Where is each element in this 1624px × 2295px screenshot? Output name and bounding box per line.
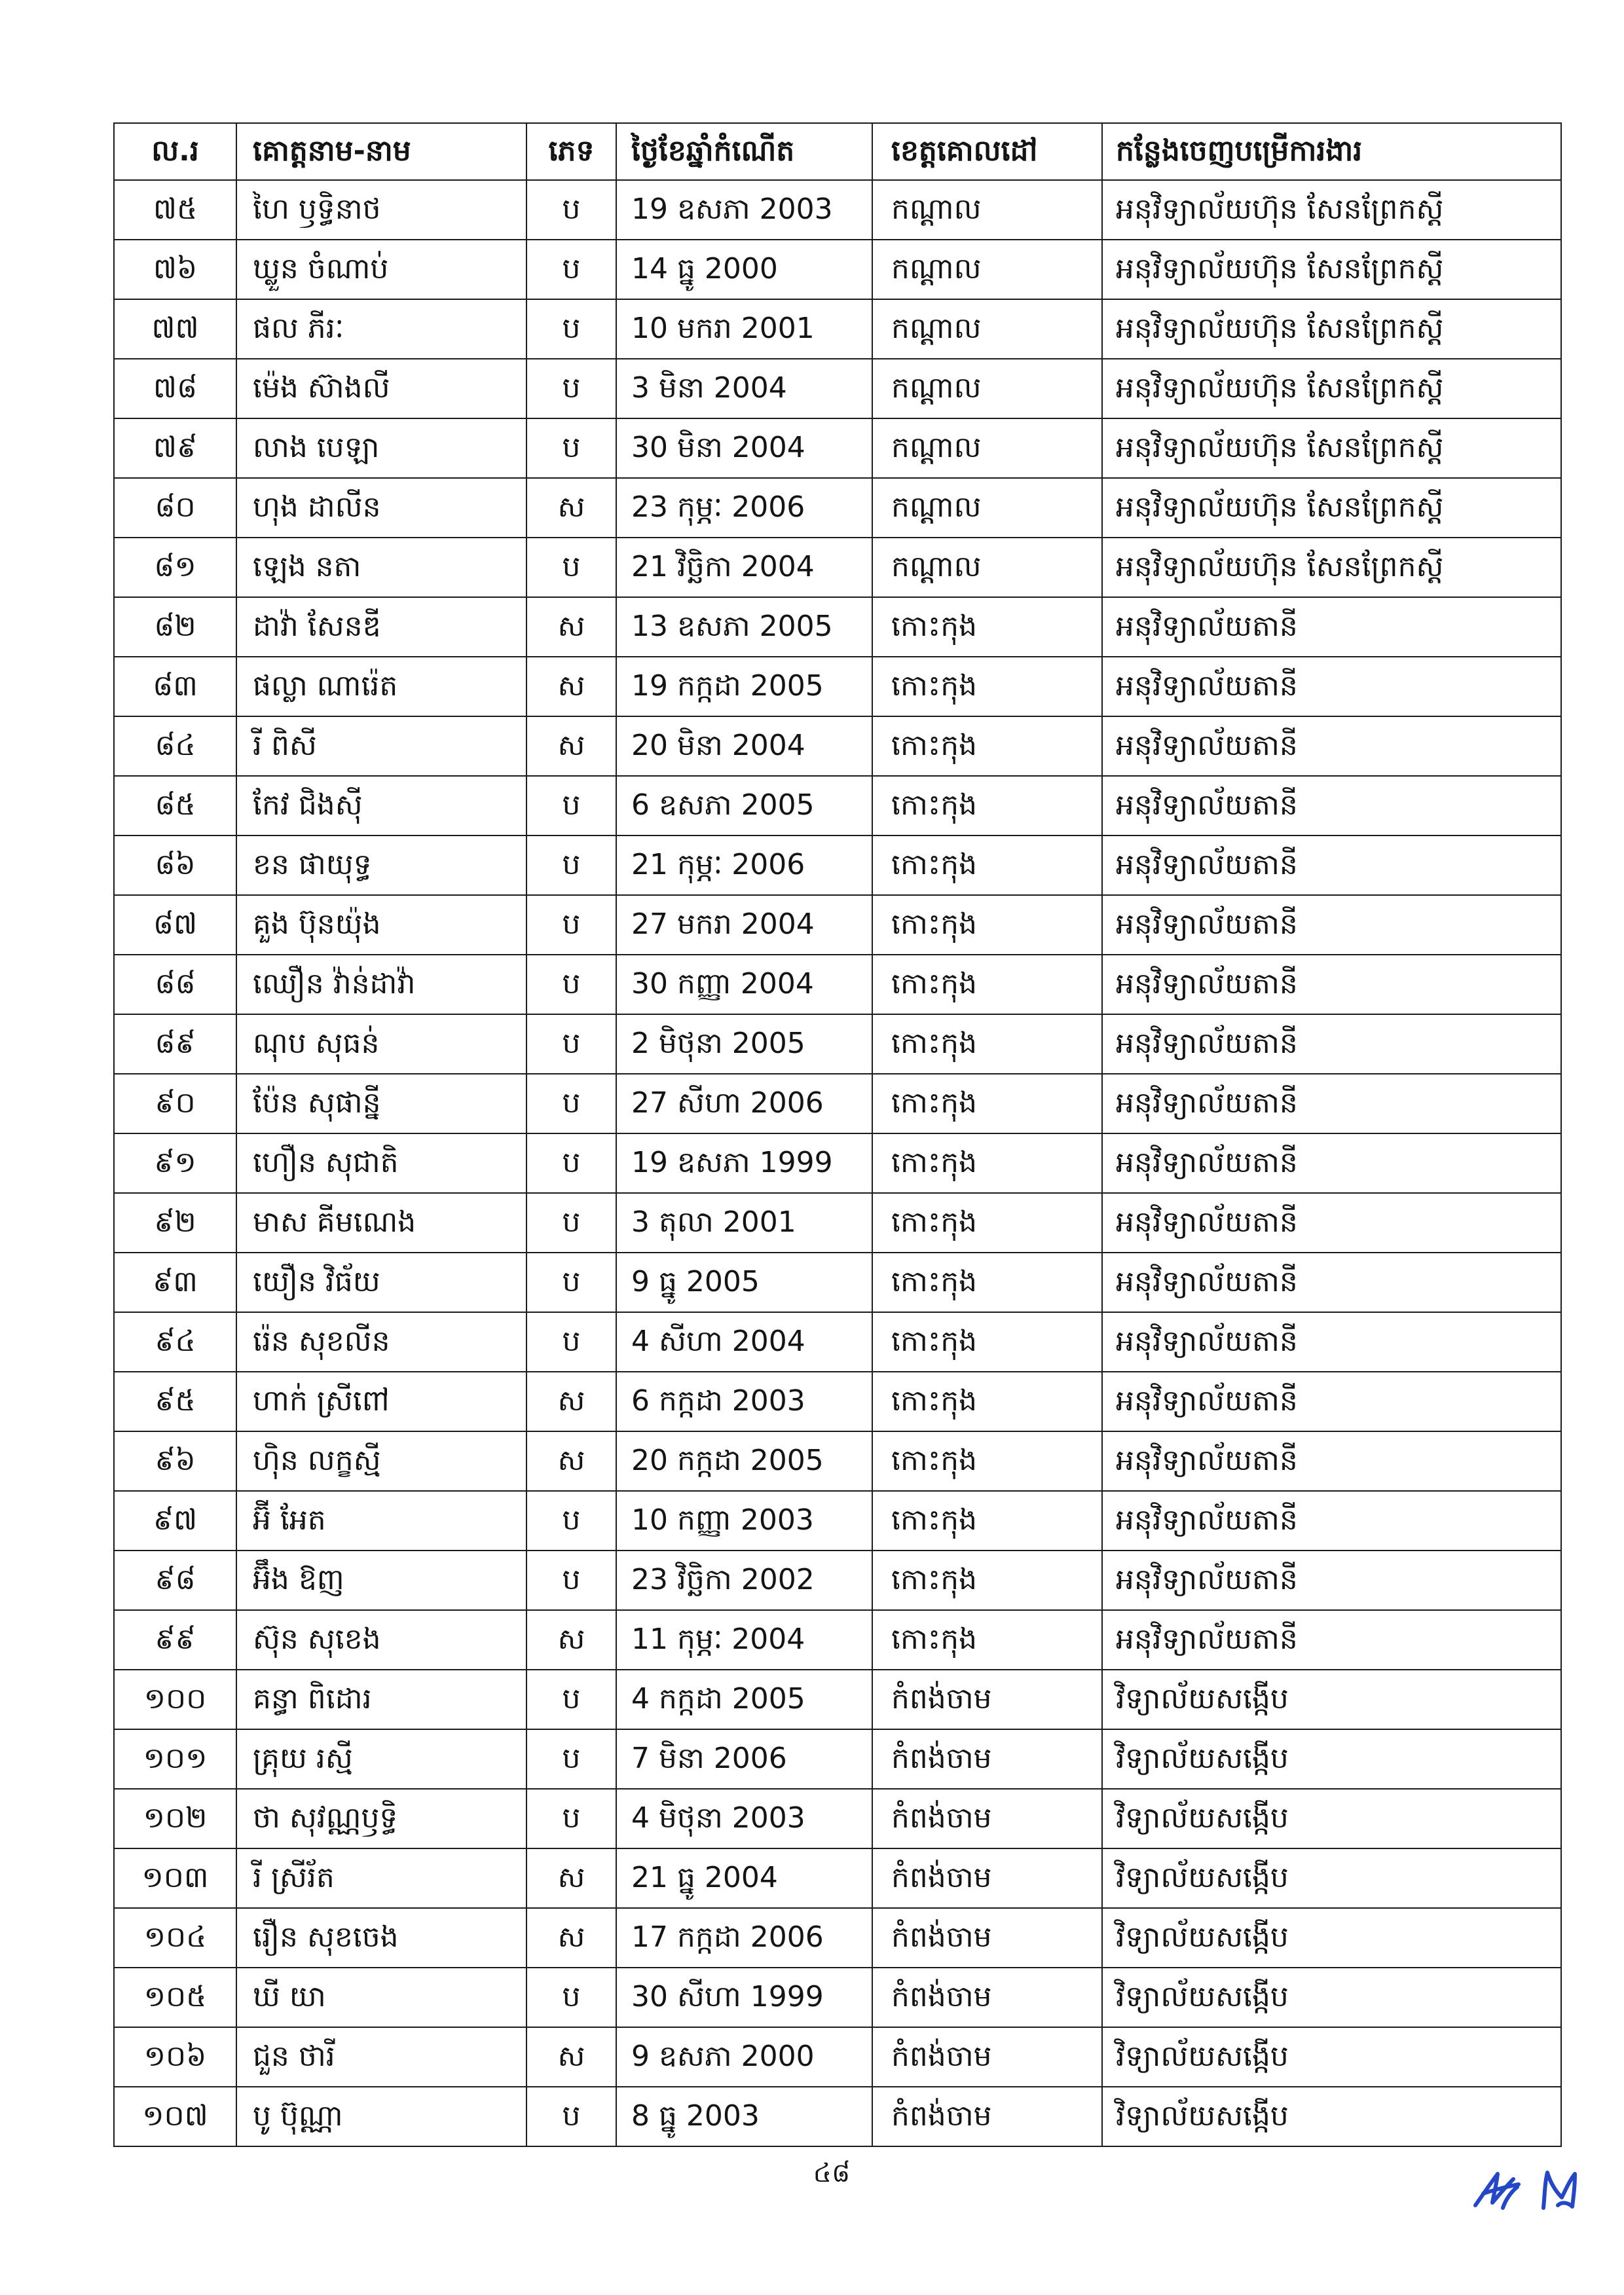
cell-workplace: អនុវិទ្យាល័យហ៊ុន សែនព្រែកស្តី bbox=[1102, 359, 1561, 418]
cell-dob: 8 ធ្នូ 2003 bbox=[616, 2087, 872, 2146]
cell-dob: 23 វិច្ឆិកា 2002 bbox=[616, 1551, 872, 1610]
table-row bbox=[114, 1908, 1561, 1968]
cell-workplace: អនុវិទ្យាល័យតានី bbox=[1102, 955, 1561, 1014]
table-row bbox=[114, 955, 1561, 1014]
cell-no: ១០០ bbox=[114, 1670, 236, 1729]
cell-no: ១០៧ bbox=[114, 2087, 236, 2146]
cell-province: កំពង់ចាម bbox=[872, 1908, 1102, 1968]
cell-workplace: អនុវិទ្យាល័យតានី bbox=[1102, 1372, 1561, 1431]
cell-province: កណ្ដាល bbox=[872, 538, 1102, 597]
cell-name: ដាវ៉ា សែនឌី bbox=[236, 597, 526, 657]
cell-sex: ប bbox=[526, 1670, 616, 1729]
cell-no: ៩០ bbox=[114, 1074, 236, 1133]
header-no: ល.រ bbox=[114, 123, 236, 180]
cell-sex: ប bbox=[526, 1491, 616, 1551]
cell-name: ខន ផាយុទ្ធ bbox=[236, 835, 526, 895]
cell-sex: ប bbox=[526, 180, 616, 240]
cell-province: កោះកុង bbox=[872, 1133, 1102, 1193]
cell-province: កណ្ដាល bbox=[872, 299, 1102, 359]
cell-name: ឈឿន វ៉ាន់ដាវ៉ា bbox=[236, 955, 526, 1014]
cell-sex: ស bbox=[526, 1848, 616, 1908]
cell-name: ឃី យា bbox=[236, 1968, 526, 2027]
cell-sex: ប bbox=[526, 538, 616, 597]
cell-name: រ៉េន សុខលីន bbox=[236, 1312, 526, 1372]
cell-dob: 20 មិនា 2004 bbox=[616, 716, 872, 776]
cell-name: យឿន វិធ័យ bbox=[236, 1253, 526, 1312]
table-row bbox=[114, 1491, 1561, 1551]
cell-province: កោះកុង bbox=[872, 1014, 1102, 1074]
cell-dob: 21 ធ្នូ 2004 bbox=[616, 1848, 872, 1908]
cell-name: ឡេង នតា bbox=[236, 538, 526, 597]
cell-dob: 3 មិនា 2004 bbox=[616, 359, 872, 418]
header-row bbox=[114, 123, 1561, 180]
cell-name: ហឿន សុជាតិ bbox=[236, 1133, 526, 1193]
cell-dob: 6 ឧសភា 2005 bbox=[616, 776, 872, 835]
cell-sex: ប bbox=[526, 299, 616, 359]
cell-no: ៨៤ bbox=[114, 716, 236, 776]
cell-name: រី ស្រីរ័ត bbox=[236, 1848, 526, 1908]
cell-dob: 4 មិថុនា 2003 bbox=[616, 1789, 872, 1848]
cell-workplace: អនុវិទ្យាល័យតានី bbox=[1102, 716, 1561, 776]
cell-workplace: អនុវិទ្យាល័យតានី bbox=[1102, 1133, 1561, 1193]
cell-workplace: អនុវិទ្យាល័យតានី bbox=[1102, 1014, 1561, 1074]
cell-province: កំពង់ចាម bbox=[872, 1729, 1102, 1789]
cell-no: ៧៧ bbox=[114, 299, 236, 359]
cell-no: ១០៥ bbox=[114, 1968, 236, 2027]
table-row bbox=[114, 1372, 1561, 1431]
table-row bbox=[114, 359, 1561, 418]
table-row bbox=[114, 1968, 1561, 2027]
cell-no: ៩៨ bbox=[114, 1551, 236, 1610]
cell-workplace: អនុវិទ្យាល័យតានី bbox=[1102, 1431, 1561, 1491]
cell-dob: 10 មករា 2001 bbox=[616, 299, 872, 359]
cell-sex: ប bbox=[526, 835, 616, 895]
cell-no: ៨៨ bbox=[114, 955, 236, 1014]
table-row bbox=[114, 1789, 1561, 1848]
table-row bbox=[114, 1431, 1561, 1491]
cell-dob: 19 កក្កដា 2005 bbox=[616, 657, 872, 716]
cell-name: ប៉ែន សុផាន្នី bbox=[236, 1074, 526, 1133]
table-row bbox=[114, 1253, 1561, 1312]
cell-dob: 4 សីហា 2004 bbox=[616, 1312, 872, 1372]
cell-sex: ប bbox=[526, 2087, 616, 2146]
cell-no: ៩៩ bbox=[114, 1610, 236, 1670]
cell-name: លាង បេឡា bbox=[236, 418, 526, 478]
cell-no: ៧៥ bbox=[114, 180, 236, 240]
cell-dob: 21 វិច្ឆិកា 2004 bbox=[616, 538, 872, 597]
cell-no: ៨៩ bbox=[114, 1014, 236, 1074]
cell-dob: 6 កក្កដា 2003 bbox=[616, 1372, 872, 1431]
cell-workplace: វិទ្យាល័យសង្កើប bbox=[1102, 1908, 1561, 1968]
signature-mark bbox=[1464, 2154, 1595, 2226]
cell-sex: ស bbox=[526, 657, 616, 716]
cell-dob: 23 កុម្ភៈ 2006 bbox=[616, 478, 872, 538]
cell-workplace: វិទ្យាល័យសង្កើប bbox=[1102, 2087, 1561, 2146]
cell-dob: 19 ឧសភា 1999 bbox=[616, 1133, 872, 1193]
cell-no: ៧៨ bbox=[114, 359, 236, 418]
table-row bbox=[114, 597, 1561, 657]
cell-dob: 2 មិថុនា 2005 bbox=[616, 1014, 872, 1074]
cell-dob: 17 កក្កដា 2006 bbox=[616, 1908, 872, 1968]
cell-sex: ប bbox=[526, 359, 616, 418]
cell-no: ៩៣ bbox=[114, 1253, 236, 1312]
cell-workplace: វិទ្យាល័យសង្កើប bbox=[1102, 2027, 1561, 2087]
cell-name: ណុប សុធន់ bbox=[236, 1014, 526, 1074]
cell-no: ៩៤ bbox=[114, 1312, 236, 1372]
table-row bbox=[114, 1133, 1561, 1193]
cell-workplace: អនុវិទ្យាល័យតានី bbox=[1102, 1610, 1561, 1670]
cell-dob: 14 ធ្នូ 2000 bbox=[616, 240, 872, 299]
signature-stroke-2 bbox=[1543, 2173, 1575, 2208]
cell-dob: 7 មិនា 2006 bbox=[616, 1729, 872, 1789]
cell-workplace: អនុវិទ្យាល័យតានី bbox=[1102, 1491, 1561, 1551]
cell-sex: ស bbox=[526, 597, 616, 657]
cell-dob: 10 កញ្ញា 2003 bbox=[616, 1491, 872, 1551]
table-row bbox=[114, 418, 1561, 478]
cell-sex: ស bbox=[526, 1372, 616, 1431]
table-row bbox=[114, 1610, 1561, 1670]
cell-province: កោះកុង bbox=[872, 1372, 1102, 1431]
cell-no: ៨០ bbox=[114, 478, 236, 538]
cell-workplace: អនុវិទ្យាល័យតានី bbox=[1102, 1551, 1561, 1610]
cell-no: ៨៣ bbox=[114, 657, 236, 716]
table-row bbox=[114, 1551, 1561, 1610]
cell-sex: ស bbox=[526, 1908, 616, 1968]
cell-no: ៧៦ bbox=[114, 240, 236, 299]
header-province: ខេត្តគោលដៅ bbox=[872, 123, 1102, 180]
cell-name: គ្រុយ រស្មី bbox=[236, 1729, 526, 1789]
cell-dob: 13 ឧសភា 2005 bbox=[616, 597, 872, 657]
cell-province: កោះកុង bbox=[872, 895, 1102, 955]
cell-sex: ប bbox=[526, 1312, 616, 1372]
cell-province: កណ្ដាល bbox=[872, 180, 1102, 240]
cell-province: កណ្ដាល bbox=[872, 418, 1102, 478]
cell-workplace: វិទ្យាល័យសង្កើប bbox=[1102, 1968, 1561, 2027]
cell-sex: ស bbox=[526, 716, 616, 776]
cell-province: កំពង់ចាម bbox=[872, 1670, 1102, 1729]
cell-sex: ប bbox=[526, 955, 616, 1014]
cell-name: អ៊ី អែត bbox=[236, 1491, 526, 1551]
cell-dob: 4 កក្កដា 2005 bbox=[616, 1670, 872, 1729]
cell-province: កោះកុង bbox=[872, 955, 1102, 1014]
table-header bbox=[114, 123, 1561, 180]
personnel-table bbox=[113, 122, 1562, 2147]
cell-sex: ប bbox=[526, 1014, 616, 1074]
cell-name: អ៊ឹង ឱញ bbox=[236, 1551, 526, 1610]
cell-province: កំពង់ចាម bbox=[872, 2027, 1102, 2087]
cell-workplace: វិទ្យាល័យសង្កើប bbox=[1102, 1848, 1561, 1908]
cell-province: កោះកុង bbox=[872, 716, 1102, 776]
table-row bbox=[114, 1312, 1561, 1372]
table-row bbox=[114, 657, 1561, 716]
cell-no: ៨៥ bbox=[114, 776, 236, 835]
cell-province: កោះកុង bbox=[872, 1610, 1102, 1670]
table-row bbox=[114, 776, 1561, 835]
cell-no: ១០៦ bbox=[114, 2027, 236, 2087]
cell-dob: 30 មិនា 2004 bbox=[616, 418, 872, 478]
cell-name: ស៊ុន សុខេង bbox=[236, 1610, 526, 1670]
table-row bbox=[114, 1074, 1561, 1133]
cell-workplace: អនុវិទ្យាល័យហ៊ុន សែនព្រែកស្តី bbox=[1102, 478, 1561, 538]
cell-sex: ស bbox=[526, 2027, 616, 2087]
cell-name: ថា សុវណ្ណឫទ្ធិ bbox=[236, 1789, 526, 1848]
cell-workplace: អនុវិទ្យាល័យតានី bbox=[1102, 1074, 1561, 1133]
table-row bbox=[114, 1729, 1561, 1789]
table-row bbox=[114, 2027, 1561, 2087]
table-row bbox=[114, 2087, 1561, 2146]
cell-province: កណ្ដាល bbox=[872, 478, 1102, 538]
cell-name: ផល ភីរៈ bbox=[236, 299, 526, 359]
cell-province: កោះកុង bbox=[872, 776, 1102, 835]
cell-workplace: អនុវិទ្យាល័យហ៊ុន សែនព្រែកស្តី bbox=[1102, 240, 1561, 299]
cell-workplace: អនុវិទ្យាល័យតានី bbox=[1102, 895, 1561, 955]
header-dob: ថ្ងៃខែឆ្នាំកំណើត bbox=[616, 123, 872, 180]
cell-no: ៩១ bbox=[114, 1133, 236, 1193]
cell-sex: ប bbox=[526, 1074, 616, 1133]
header-name: គោត្តនាម-នាម bbox=[236, 123, 526, 180]
table-row bbox=[114, 180, 1561, 240]
cell-workplace: អនុវិទ្យាល័យតានី bbox=[1102, 1312, 1561, 1372]
cell-name: ហ៊ិន លក្ខស្មី bbox=[236, 1431, 526, 1491]
cell-no: ៩៥ bbox=[114, 1372, 236, 1431]
cell-name: រឿន សុខចេង bbox=[236, 1908, 526, 1968]
cell-dob: 19 ឧសភា 2003 bbox=[616, 180, 872, 240]
cell-no: ៨២ bbox=[114, 597, 236, 657]
table-body bbox=[114, 180, 1561, 2146]
cell-sex: ប bbox=[526, 1193, 616, 1253]
cell-province: កំពង់ចាម bbox=[872, 1968, 1102, 2027]
cell-name: មាស គីមណេង bbox=[236, 1193, 526, 1253]
cell-province: កោះកុង bbox=[872, 835, 1102, 895]
cell-no: ៧៩ bbox=[114, 418, 236, 478]
cell-province: កំពង់ចាម bbox=[872, 1789, 1102, 1848]
cell-workplace: អនុវិទ្យាល័យតានី bbox=[1102, 835, 1561, 895]
table-row bbox=[114, 1193, 1561, 1253]
cell-no: ១០៤ bbox=[114, 1908, 236, 1968]
cell-province: កោះកុង bbox=[872, 1312, 1102, 1372]
cell-sex: ប bbox=[526, 418, 616, 478]
cell-name: ហាក់ ស្រីពៅ bbox=[236, 1372, 526, 1431]
cell-no: ៨១ bbox=[114, 538, 236, 597]
cell-dob: 30 សីហា 1999 bbox=[616, 1968, 872, 2027]
cell-dob: 27 សីហា 2006 bbox=[616, 1074, 872, 1133]
cell-workplace: អនុវិទ្យាល័យតានី bbox=[1102, 1253, 1561, 1312]
cell-sex: ប bbox=[526, 895, 616, 955]
table-row bbox=[114, 1848, 1561, 1908]
cell-name: ជួន ថារី bbox=[236, 2027, 526, 2087]
table-row bbox=[114, 1014, 1561, 1074]
cell-workplace: វិទ្យាល័យសង្កើប bbox=[1102, 1670, 1561, 1729]
cell-dob: 27 មករា 2004 bbox=[616, 895, 872, 955]
cell-name: បូ ប៊ុណ្ណា bbox=[236, 2087, 526, 2146]
cell-workplace: អនុវិទ្យាល័យតានី bbox=[1102, 597, 1561, 657]
cell-workplace: វិទ្យាល័យសង្កើប bbox=[1102, 1729, 1561, 1789]
cell-name: កែវ ជិងស៊ី bbox=[236, 776, 526, 835]
cell-workplace: អនុវិទ្យាល័យតានី bbox=[1102, 657, 1561, 716]
cell-province: កោះកុង bbox=[872, 657, 1102, 716]
header-sex: ភេទ bbox=[526, 123, 616, 180]
cell-dob: 30 កញ្ញា 2004 bbox=[616, 955, 872, 1014]
cell-name: ម៉េង ស៊ាងលី bbox=[236, 359, 526, 418]
cell-no: ១០២ bbox=[114, 1789, 236, 1848]
table-row bbox=[114, 716, 1561, 776]
cell-no: ១០១ bbox=[114, 1729, 236, 1789]
cell-no: ៨៧ bbox=[114, 895, 236, 955]
table-row bbox=[114, 538, 1561, 597]
cell-name: រី ពិសី bbox=[236, 716, 526, 776]
cell-name: គន្ធា ពិដោរ bbox=[236, 1670, 526, 1729]
cell-sex: ប bbox=[526, 1253, 616, 1312]
page-number: ៤៨ bbox=[813, 2158, 851, 2188]
cell-no: ៩២ bbox=[114, 1193, 236, 1253]
cell-province: កោះកុង bbox=[872, 597, 1102, 657]
cell-no: ៩៧ bbox=[114, 1491, 236, 1551]
cell-no: ៨៦ bbox=[114, 835, 236, 895]
cell-workplace: អនុវិទ្យាល័យហ៊ុន សែនព្រែកស្តី bbox=[1102, 418, 1561, 478]
cell-sex: ប bbox=[526, 1968, 616, 2027]
cell-sex: ប bbox=[526, 240, 616, 299]
cell-province: កណ្ដាល bbox=[872, 359, 1102, 418]
cell-province: កោះកុង bbox=[872, 1551, 1102, 1610]
cell-sex: ប bbox=[526, 1789, 616, 1848]
cell-dob: 9 ធ្នូ 2005 bbox=[616, 1253, 872, 1312]
cell-province: កំពង់ចាម bbox=[872, 2087, 1102, 2146]
cell-no: ១០៣ bbox=[114, 1848, 236, 1908]
cell-workplace: អនុវិទ្យាល័យហ៊ុន សែនព្រែកស្តី bbox=[1102, 180, 1561, 240]
table-row bbox=[114, 1670, 1561, 1729]
cell-workplace: អនុវិទ្យាល័យតានី bbox=[1102, 1193, 1561, 1253]
cell-province: កោះកុង bbox=[872, 1193, 1102, 1253]
cell-sex: ស bbox=[526, 478, 616, 538]
cell-name: ហៃ ឫទ្ធិនាថ bbox=[236, 180, 526, 240]
cell-sex: ស bbox=[526, 1431, 616, 1491]
table-row bbox=[114, 299, 1561, 359]
cell-no: ៩៦ bbox=[114, 1431, 236, 1491]
cell-sex: ប bbox=[526, 776, 616, 835]
cell-dob: 20 កក្កដា 2005 bbox=[616, 1431, 872, 1491]
cell-dob: 11 កុម្ភៈ 2004 bbox=[616, 1610, 872, 1670]
cell-name: គួង ប៊ុនយ៉ុង bbox=[236, 895, 526, 955]
cell-workplace: អនុវិទ្យាល័យហ៊ុន សែនព្រែកស្តី bbox=[1102, 538, 1561, 597]
cell-dob: 9 ឧសភា 2000 bbox=[616, 2027, 872, 2087]
table-row bbox=[114, 835, 1561, 895]
table-row bbox=[114, 478, 1561, 538]
cell-province: កោះកុង bbox=[872, 1253, 1102, 1312]
cell-name: ឃ្លួន ចំណាប់ bbox=[236, 240, 526, 299]
cell-sex: ប bbox=[526, 1133, 616, 1193]
signature-stroke-1 bbox=[1475, 2174, 1519, 2208]
cell-province: កំពង់ចាម bbox=[872, 1848, 1102, 1908]
cell-sex: ស bbox=[526, 1610, 616, 1670]
cell-workplace: អនុវិទ្យាល័យតានី bbox=[1102, 776, 1561, 835]
cell-workplace: អនុវិទ្យាល័យហ៊ុន សែនព្រែកស្តី bbox=[1102, 299, 1561, 359]
cell-dob: 21 កុម្ភៈ 2006 bbox=[616, 835, 872, 895]
cell-province: កណ្ដាល bbox=[872, 240, 1102, 299]
table-row bbox=[114, 895, 1561, 955]
table-row bbox=[114, 240, 1561, 299]
cell-province: កោះកុង bbox=[872, 1491, 1102, 1551]
cell-workplace: វិទ្យាល័យសង្កើប bbox=[1102, 1789, 1561, 1848]
cell-sex: ប bbox=[526, 1729, 616, 1789]
cell-province: កោះកុង bbox=[872, 1431, 1102, 1491]
cell-province: កោះកុង bbox=[872, 1074, 1102, 1133]
cell-name: ហុង ដាលីន bbox=[236, 478, 526, 538]
cell-dob: 3 តុលា 2001 bbox=[616, 1193, 872, 1253]
cell-name: ផល្លា ណារ៉េត bbox=[236, 657, 526, 716]
cell-sex: ប bbox=[526, 1551, 616, 1610]
header-workplace: កន្លែងចេញបម្រើការងារ bbox=[1102, 123, 1561, 180]
